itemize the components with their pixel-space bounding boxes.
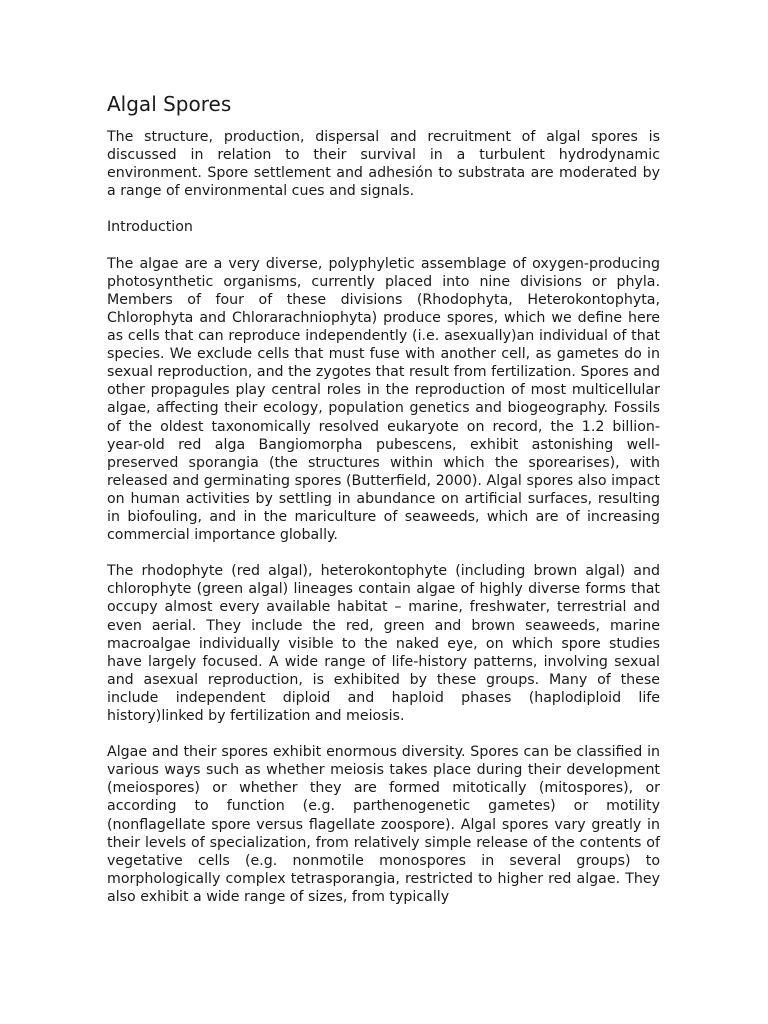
abstract-paragraph: The structure, production, dispersal and recruitment of algal spores is discussed in relation to their survival in a turbulent hydrodynamic environment. Spore settlement and adhesión to substrata are moderated by a range of environmental cues and signals.: [107, 129, 660, 200]
body-paragraph: The algae are a very diverse, polyphyletic assemblage of oxygen-producing photosynthetic organisms, currently placed into nine divisions or phyla. Members of four of these divisions (Rhodophyta, Heterokontophyta, Chlorophyta and Chlorarachniophyta) produce spores, which we define here as cells that can reproduce independently (i.e. asexually)an individual of that species. We exclude cells that must fuse with another cell, as gametes do in sexual reproduction, and the zygotes that result from fertilization. Spores and other propagules play central roles in the reproduction of most multicellular algae, affecting their ecology, population genetics and biogeography. Fossils of the oldest taxonomically resolved eukaryote on record, the 1.2 billion-year-old red alga Bangiomorpha pubescens, exhibit astonishing well-preserved sporangia (the structures within which the sporearises), with released and germinating spores (Butterfield, 2000). Algal spores also impact on human activities by settling in abundance on artificial surfaces, resulting in biofouling, and in the mariculture of seaweeds, which are of increasing commercial importance globally.: [107, 255, 660, 544]
section-heading: Introduction: [107, 219, 193, 236]
page-title: Algal Spores: [107, 92, 232, 116]
body-paragraph: Algae and their spores exhibit enormous diversity. Spores can be classified in various ways such as whether meiosis takes place during their development (meiospores) or whether they are formed mitotically (mitospores), or according to function (e.g. parthenogenetic gametes) or motility (nonflagellate spore versus flagellate zoospore). Algal spores vary greatly in their levels of specialization, from relatively simple release of the contents of vegetative cells (e.g. nonmotile monospores in several groups) to morphologically complex tetrasporangia, restricted to higher red algae. They also exhibit a wide range of sizes, from typically: [107, 744, 660, 905]
document-page: [107, 92, 660, 924]
body-paragraph: The rhodophyte (red algal), heterokontophyte (including brown algal) and chlorophyte (green algal) lineages contain algae of highly diverse forms that occupy almost every available habitat – marine, freshwater, terrestrial and even aerial. They include the red, green and brown seaweeds, marine macroalgae individually visible to the naked eye, on which spore studies have largely focused. A wide range of life-history patterns, involving sexual and asexual reproduction, is exhibited by these groups. Many of these include independent diploid and haploid phases (haplodiploid life history)linked by fertilization and meiosis.: [107, 563, 660, 724]
